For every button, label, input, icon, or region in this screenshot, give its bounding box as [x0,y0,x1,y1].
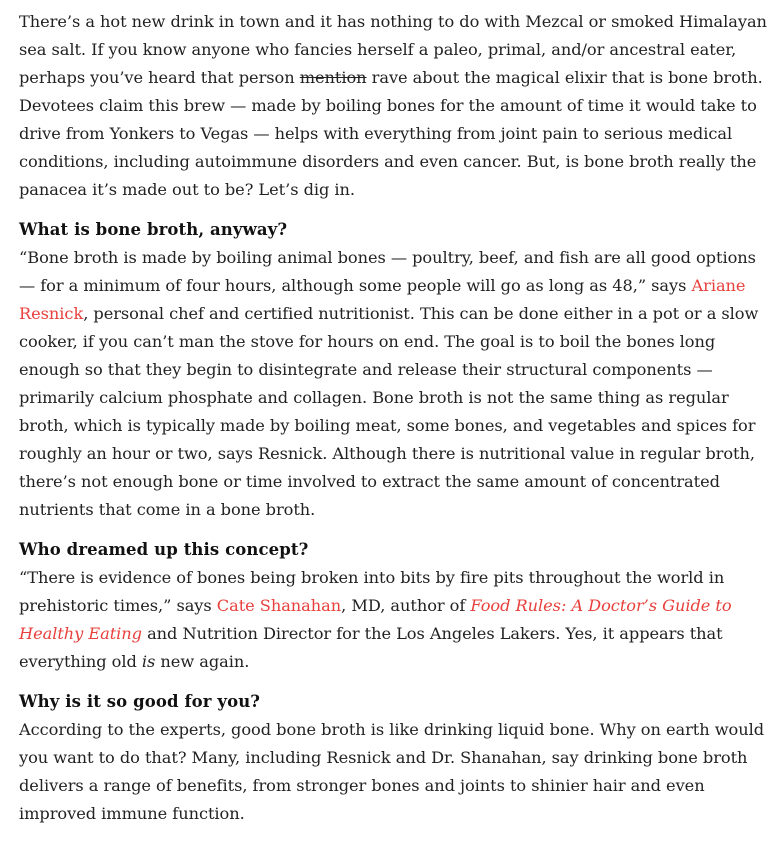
section-paragraph-what-is-bone-broth [19,244,771,524]
section-heading-why-good-for-you: Why is it so good for you? [19,692,261,711]
ariane-resnick-link[interactable]: Ariane Resnick [19,276,746,323]
food-rules-book-link[interactable]: Food Rules: A Doctor’s Guide to Healthy Eating [19,596,732,643]
section-paragraph-who-dreamed-up [19,564,771,676]
intro-paragraph [19,8,771,204]
paragraph-text: and Nutrition Director for the Los Angeles Lakers. Yes, it appears that everything old [19,624,723,671]
paragraph-text: “Bone broth is made by boiling animal bones — poultry, beef, and fish are all good options — for a minimum of four hours, although some people will go as long as 48,” says [19,248,756,295]
section-paragraph-why-good-for-you: According to the experts, good bone broth is like drinking liquid bone. Why on earth would you want to do that? Many, including Resnick and Dr. Shanahan, say drinking bone broth delivers a range of benefits, from stronger bones and joints to shinier hair and even improved immune function. [19,720,765,823]
section-heading-who-dreamed-up: Who dreamed up this concept? [19,540,309,559]
intro-text-start: There’s a hot new drink in town and it has nothing to do with Mezcal or smoked Himalayan sea salt. If you know anyone who fancies herself a paleo, primal, and/or ancestral eater, perhaps you’ve heard that person [19,12,767,87]
paragraph-text: , personal chef and certified nutritionist. This can be done either in a pot or a slow cooker, if you can’t man the stove for hours on end. The goal is to boil the bones long enough so that they begin to disintegrate and release their structural components — primarily calcium phosphate and collagen. Bone broth is not the same thing as regular broth, which is typically made by boiling meat, some bones, and vegetables and spices for roughly an hour or two, says Resnick. Although there is nutritional value in regular broth, there’s not enough bone or time involved to extract the same amount of concentrated nutrients that come in a bone broth. [19,304,759,519]
intro-text-end: rave about the magical elixir that is bone broth. Devotees claim this brew — made by boiling bones for the amount of time it would take to drive from Yonkers to Vegas — helps with everything from joint pain to serious medical conditions, including autoimmune disorders and even cancer. But, is bone broth really the panacea it’s made out to be? Let’s dig in. [19,68,763,199]
paragraph-text: new again. [155,652,250,671]
cate-shanahan-link[interactable]: Cate Shanahan [216,596,342,615]
section-heading-what-is-bone-broth: What is bone broth, anyway? [19,220,288,239]
paragraph-text: “There is evidence of bones being broken into bits by fire pits throughout the world in prehistoric times,” says [19,568,725,615]
article-body [19,8,771,828]
struck-word: mention [299,68,367,87]
paragraph-text: , MD, author of [341,596,471,615]
emphasis-word: is [141,652,156,671]
